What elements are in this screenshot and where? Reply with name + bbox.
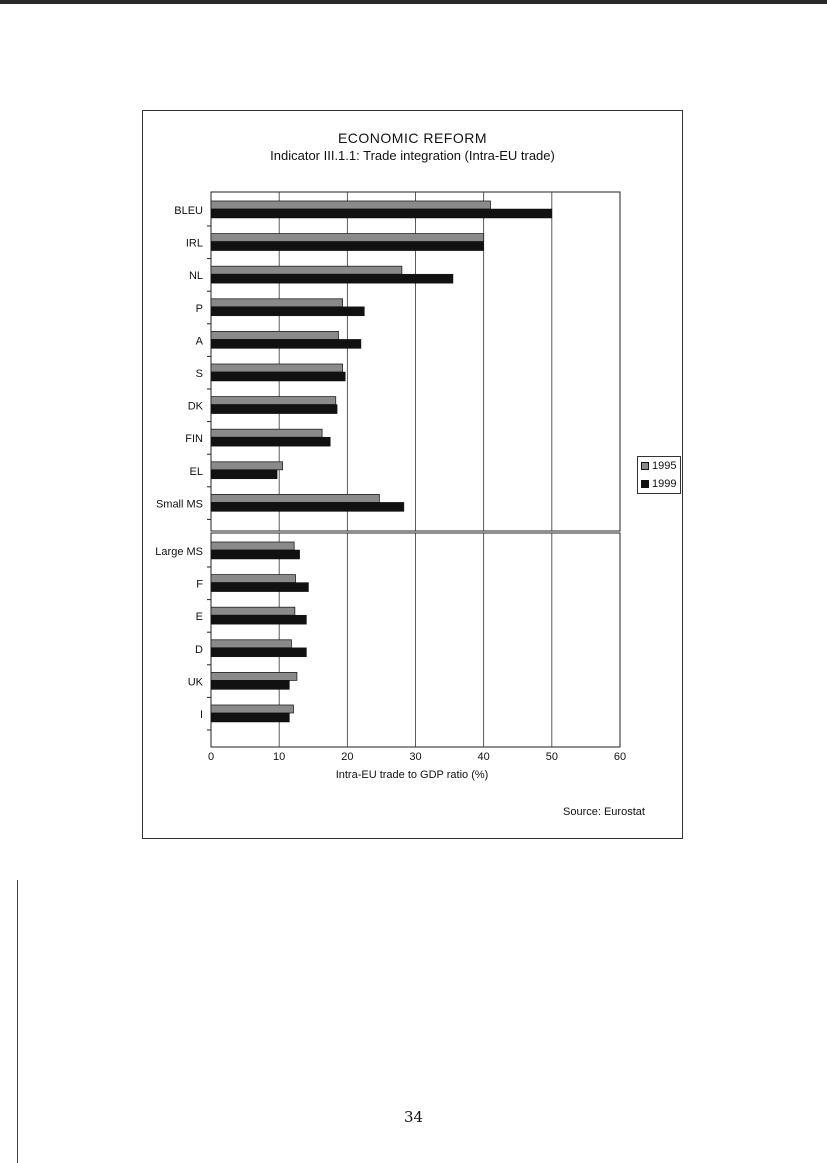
category-label: D	[195, 643, 203, 656]
source-note: Source: Eurostat	[563, 806, 645, 818]
bar-1999	[211, 680, 289, 689]
bar-1999	[211, 550, 300, 559]
x-tick-label: 20	[341, 751, 354, 763]
bar-1995	[211, 672, 297, 680]
legend-label-1999: 1999	[652, 478, 677, 490]
bar-1995	[211, 494, 379, 502]
bar-1999	[211, 242, 484, 251]
bar-1995	[211, 575, 296, 583]
category-label: I	[199, 709, 203, 721]
page-number: 34	[403, 1108, 424, 1126]
chart-subtitle: Indicator III.1.1: Trade integration (Intra-EU trade)	[270, 148, 555, 163]
bar-1999	[211, 713, 289, 722]
bar-1999	[211, 583, 308, 592]
chart-title: ECONOMIC REFORM	[337, 130, 488, 146]
category-label: NL	[188, 270, 203, 283]
legend-swatch-1995	[641, 462, 649, 470]
bar-1995	[211, 640, 291, 648]
bar-1999	[211, 339, 361, 348]
category-label: DK	[187, 400, 203, 413]
bar-1995	[211, 542, 294, 550]
bar-1999	[211, 648, 306, 657]
category-label: Large MS	[155, 546, 203, 558]
category-label: Small MS	[155, 498, 203, 511]
legend	[637, 456, 681, 494]
category-label: S	[195, 368, 203, 380]
bar-1999	[211, 470, 277, 479]
x-tick-label: 10	[273, 751, 286, 763]
bar-1995	[211, 429, 322, 437]
bar-1995	[211, 462, 283, 470]
category-label: IRL	[185, 237, 203, 250]
bar-1995	[211, 397, 336, 405]
bar-1999	[211, 209, 552, 218]
bar-1999	[211, 502, 404, 511]
x-tick-label: 30	[409, 751, 422, 763]
legend-label-1995: 1995	[652, 460, 677, 472]
bar-1995	[211, 201, 490, 209]
bar-1995	[211, 266, 402, 274]
category-label: A	[195, 335, 203, 348]
category-label: BLEU	[174, 205, 203, 217]
bar-1999	[211, 274, 453, 283]
legend-item-1995	[638, 457, 680, 475]
legend-item-1999	[638, 475, 680, 493]
bar-1999	[211, 307, 364, 316]
bar-1999	[211, 405, 337, 414]
x-axis-label: Intra-EU trade to GDP ratio (%)	[335, 769, 489, 781]
category-label: EL	[189, 465, 203, 478]
x-tick-label: 0	[207, 751, 215, 763]
bar-1995	[211, 299, 343, 307]
category-label: E	[195, 611, 203, 624]
bar-1999	[211, 615, 306, 624]
category-label: F	[196, 578, 203, 591]
bar-1995	[211, 331, 338, 339]
bar-1995	[211, 234, 484, 242]
category-label: UK	[187, 676, 203, 689]
category-label: P	[195, 302, 203, 315]
x-tick-label: 50	[545, 751, 558, 763]
bar-1999	[211, 372, 345, 381]
x-tick-label: 60	[613, 751, 627, 763]
bar-1995	[211, 607, 295, 615]
bar-1995	[211, 364, 343, 372]
category-label: FIN	[185, 433, 203, 446]
x-tick-label: 40	[477, 751, 490, 763]
bar-1995	[211, 705, 293, 713]
legend-swatch-1999	[641, 480, 649, 488]
bar-1999	[211, 437, 330, 446]
